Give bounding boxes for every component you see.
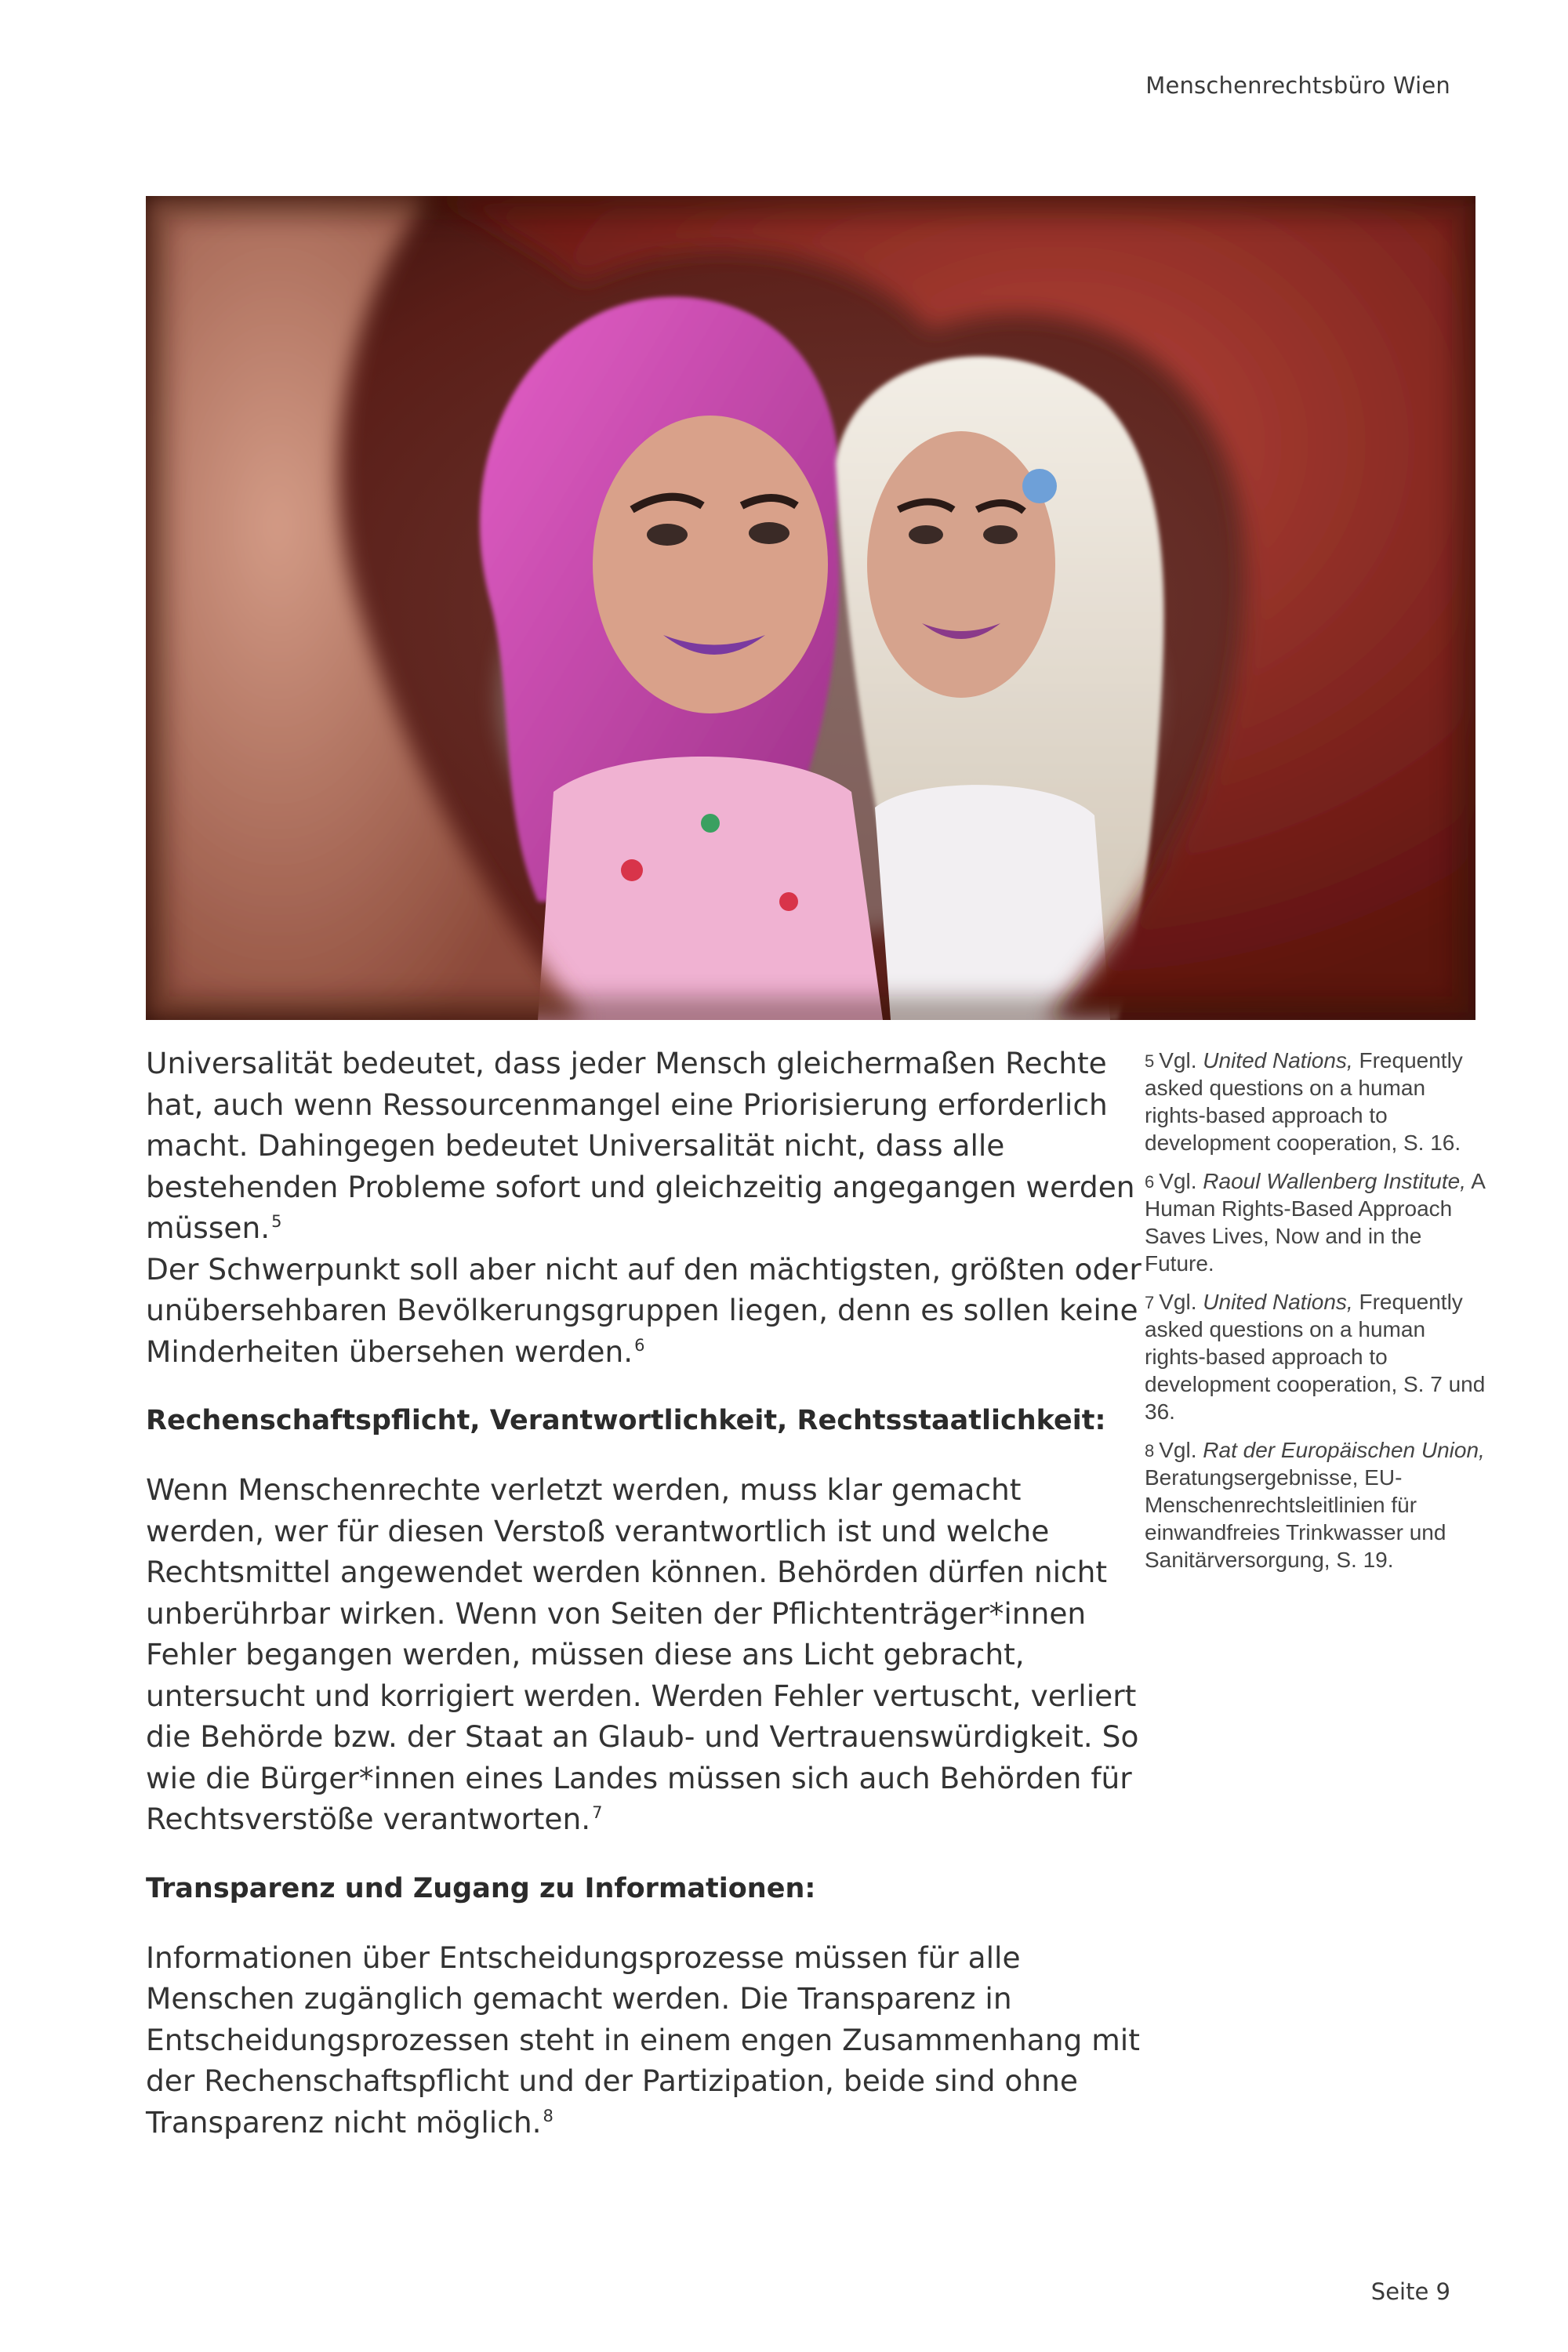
- heading-accountability: Rechenschaftspflicht, Verantwortlichkeit, Rechtsstaatlichkeit:: [146, 1405, 1106, 1436]
- footnote-6: $^6$ Vgl. Raoul Wallenberg Institute, A Human Rights-Based Approach Saves Lives, Now and in the Future.: [1145, 1169, 1485, 1276]
- footnote-8: $^8$ Vgl. Rat der Europäischen Union, Beratungsergebnisse, EU-Menschenrechtsleitlinien für einwandfreies Trinkwasser und Sanitärversorgung, S. 19.: [1145, 1438, 1485, 1572]
- paragraph-transparency: Informationen über Entscheidungsprozesse müssen für alle Menschen zugänglich gemacht werden. Die Transparenz in Entscheidungsprozessen steht in einem engen Zusammenhang mit der Rechenschaftspflicht und der Partizipation, beide sind ohne Transparenz nicht möglich.$^8$: [146, 1940, 1140, 2140]
- paragraph-focus: Der Schwerpunkt soll aber nicht auf den mächtigsten, größten oder unübersehbaren Bevölkerungsgruppen liegen, denn es sollen keine Minderheiten übersehen werden.$^6$: [146, 1251, 1142, 1369]
- hero-photo: [146, 196, 1475, 1020]
- footnote-5: $^5$ Vgl. United Nations, Frequently asked questions on a human rights-based approach to development cooperation, S. 16.: [1145, 1048, 1463, 1155]
- header-org-name: Menschenrechtsbüro Wien: [1145, 72, 1450, 99]
- footnote-ref-7[interactable]: 7: [592, 1803, 603, 1822]
- footnote-ref-6[interactable]: 6: [634, 1335, 645, 1355]
- main-text: [146, 1043, 1142, 2172]
- footnotes: [1145, 1047, 1490, 1584]
- paragraph-accountability: Wenn Menschenrechte verletzt werden, muss klar gemacht werden, wer für diesen Verstoß verantwortlich ist und welche Rechtsmittel angewendet werden können. Behörden dürfen nicht unberührbar wirken. Wenn von Seiten der Pflichtenträger*innen Fehler begangen werden, müssen diese ans Licht gebracht, untersucht und korrigiert werden. Werden Fehler vertuscht, verliert die Behörde bzw. der Staat an Glaub- und Vertrauenswürdigkeit. So wie die Bürger*innen eines Landes müssen sich auch Behörden für Rechtsverstöße verantworten.$^7$: [146, 1472, 1139, 1836]
- photo-illustration: [146, 196, 1475, 1020]
- page-number: Seite 9: [1370, 2278, 1450, 2305]
- heading-transparency: Transparenz und Zugang zu Informationen:: [146, 1872, 816, 1904]
- footnote-ref-8[interactable]: 8: [543, 2106, 554, 2125]
- footnote-7: $^7$ Vgl. United Nations, Frequently asked questions on a human rights-based approach to development cooperation, S. 7 und 36.: [1145, 1290, 1486, 1424]
- footnote-ref-5[interactable]: 5: [271, 1212, 282, 1231]
- paragraph-universality: Universalität bedeutet, dass jeder Mensch gleichermaßen Rechte hat, auch wenn Ressourcenmangel eine Priorisierung erforderlich macht. Dahingegen bedeutet Universalität nicht, dass alle bestehenden Probleme sofort und gleichzeitig angegangen werden müssen.$^5$: [146, 1046, 1135, 1245]
